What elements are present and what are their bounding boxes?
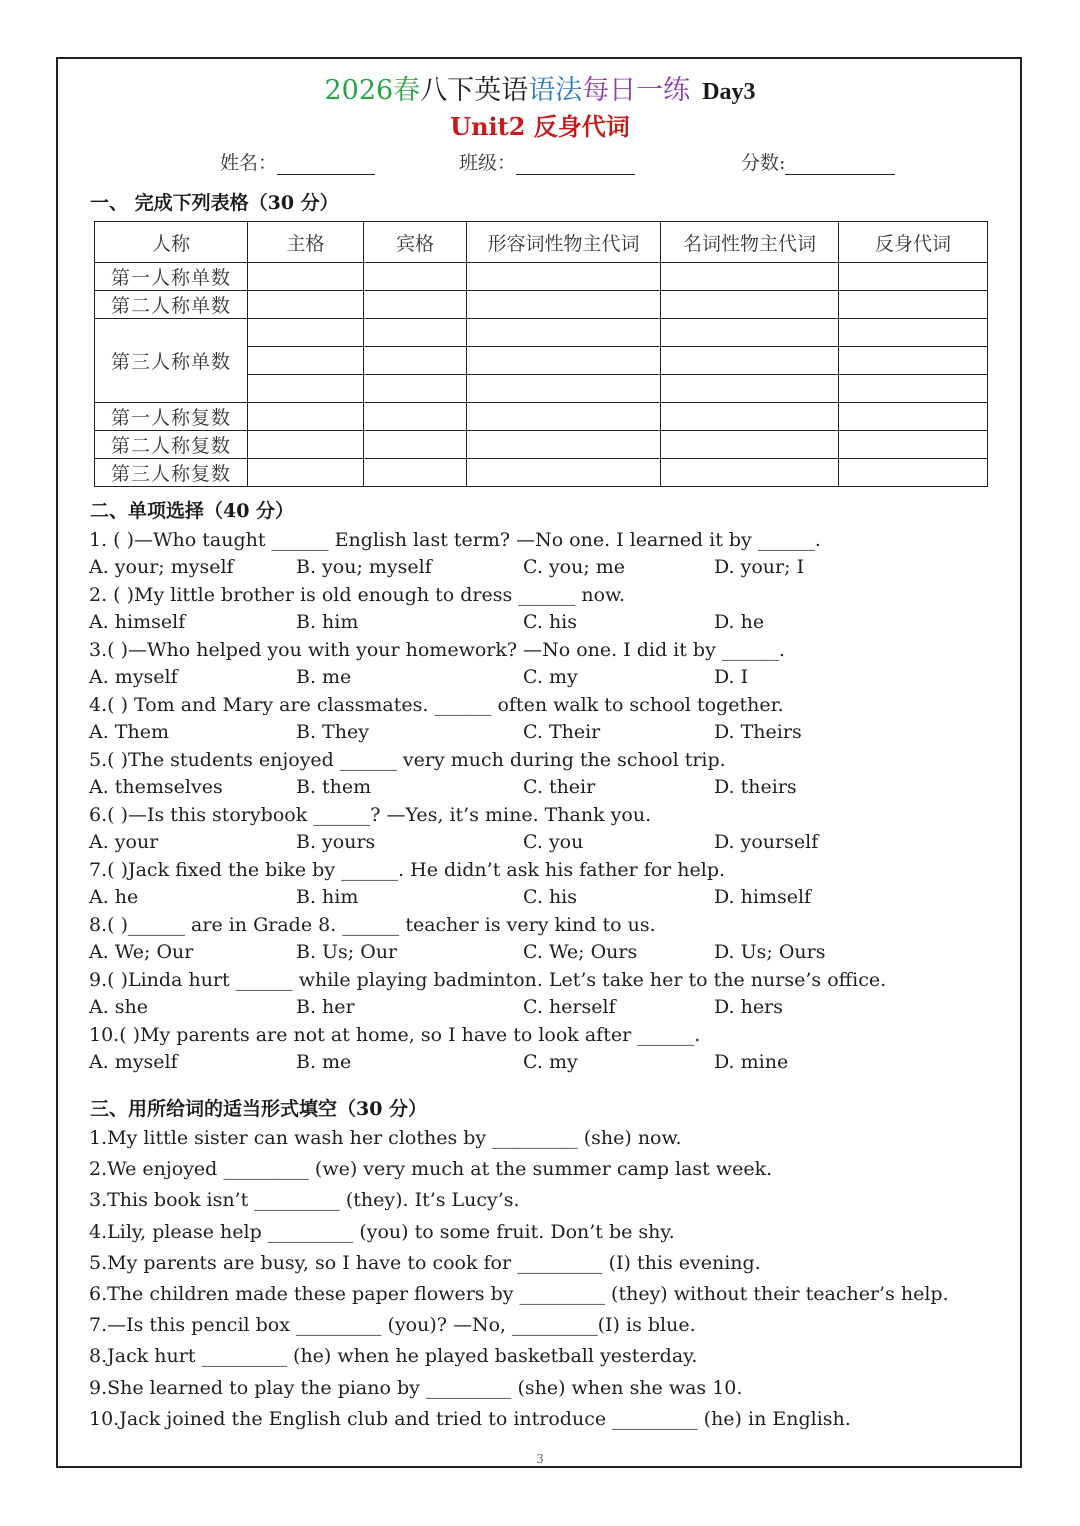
question-stem: 2. ( )My little brother is old enough to dress ______ now. xyxy=(89,584,626,606)
answer-option[interactable]: C. We; Ours xyxy=(523,941,638,963)
answer-cell[interactable] xyxy=(248,403,364,431)
column-header: 人称 xyxy=(95,222,248,263)
answer-cell[interactable] xyxy=(248,347,364,375)
row-label: 第一人称单数 xyxy=(95,263,248,291)
answer-option[interactable]: D. himself xyxy=(714,886,812,908)
answer-cell[interactable] xyxy=(839,403,988,431)
question-stem: 8.( )______ are in Grade 8. ______ teacher is very kind to us. xyxy=(89,914,656,936)
class-label: 班级： xyxy=(459,152,517,174)
row-label: 第三人称复数 xyxy=(95,459,248,487)
answer-option[interactable]: A. We; Our xyxy=(89,941,194,963)
column-header: 宾格 xyxy=(364,222,467,263)
answer-option[interactable]: D. hers xyxy=(714,996,783,1018)
title-part-grammar: 语法 xyxy=(528,75,583,106)
answer-cell[interactable] xyxy=(839,291,988,319)
answer-option[interactable]: D. yourself xyxy=(714,831,819,853)
answer-cell[interactable] xyxy=(839,347,988,375)
answer-option[interactable]: D. Us; Ours xyxy=(714,941,826,963)
title-day: Day3 xyxy=(702,79,756,105)
row-label: 第三人称单数 xyxy=(95,319,248,403)
answer-cell[interactable] xyxy=(467,431,661,459)
answer-cell[interactable] xyxy=(364,459,467,487)
answer-option[interactable]: A. themselves xyxy=(89,776,223,798)
answer-option[interactable]: A. myself xyxy=(89,666,178,688)
table-row xyxy=(95,263,988,291)
answer-cell[interactable] xyxy=(364,319,467,347)
answer-cell[interactable] xyxy=(467,459,661,487)
answer-cell[interactable] xyxy=(661,291,839,319)
score-label: 分数: xyxy=(741,152,786,174)
answer-option[interactable]: A. Them xyxy=(89,721,169,743)
answer-cell[interactable] xyxy=(467,263,661,291)
answer-cell[interactable] xyxy=(248,431,364,459)
answer-option[interactable]: C. you xyxy=(523,831,584,853)
answer-cell[interactable] xyxy=(248,291,364,319)
fill-in-item: 1.My little sister can wash her clothes by _________ (she) now. xyxy=(89,1127,682,1149)
answer-option[interactable]: B. you; myself xyxy=(296,556,432,578)
answer-option[interactable]: D. theirs xyxy=(714,776,797,798)
answer-cell[interactable] xyxy=(467,403,661,431)
answer-cell[interactable] xyxy=(467,291,661,319)
answer-option[interactable]: D. I xyxy=(714,666,749,688)
answer-cell[interactable] xyxy=(839,319,988,347)
score-blank[interactable] xyxy=(785,154,895,175)
answer-option[interactable]: B. him xyxy=(296,886,359,908)
answer-option[interactable]: B. them xyxy=(296,776,372,798)
row-label: 第二人称单数 xyxy=(95,291,248,319)
table-row xyxy=(95,291,988,319)
answer-cell[interactable] xyxy=(364,291,467,319)
answer-cell[interactable] xyxy=(467,375,661,403)
score-field[interactable] xyxy=(741,148,895,175)
answer-cell[interactable] xyxy=(839,431,988,459)
answer-option[interactable]: C. his xyxy=(523,886,578,908)
class-field[interactable] xyxy=(459,148,635,175)
answer-option[interactable]: B. him xyxy=(296,611,359,633)
fill-in-item: 2.We enjoyed _________ (we) very much at the summer camp last week. xyxy=(89,1158,773,1181)
table-row xyxy=(95,431,988,459)
answer-cell[interactable] xyxy=(248,375,364,403)
fill-in-item: 10.Jack joined the English club and tried to introduce _________ (he) in English. xyxy=(89,1407,851,1430)
answer-cell[interactable] xyxy=(364,347,467,375)
row-label: 第二人称复数 xyxy=(95,431,248,459)
answer-option[interactable]: B. me xyxy=(296,1051,352,1073)
fill-in-item: 7.—Is this pencil box _________ (you)? —No, _________(I) is blue. xyxy=(89,1314,696,1337)
table-row xyxy=(95,319,988,347)
answer-cell[interactable] xyxy=(364,431,467,459)
answer-cell[interactable] xyxy=(248,319,364,347)
worksheet-subtitle: Unit2 反身代词 xyxy=(450,112,630,141)
column-header: 形容词性物主代词 xyxy=(467,222,661,263)
answer-option[interactable]: C. my xyxy=(523,1051,578,1073)
page-number: 3 xyxy=(536,1452,544,1466)
answer-option[interactable]: A. myself xyxy=(89,1051,178,1073)
title-part-year: 2026春 xyxy=(324,75,421,106)
table-row xyxy=(95,403,988,431)
answer-cell[interactable] xyxy=(839,263,988,291)
answer-option[interactable]: C. my xyxy=(523,666,578,688)
fill-in-item: 8.Jack hurt _________ (he) when he played basketball yesterday. xyxy=(89,1345,698,1368)
answer-cell[interactable] xyxy=(467,347,661,375)
answer-option[interactable]: A. your; myself xyxy=(89,556,234,578)
column-header: 主格 xyxy=(248,222,364,263)
fill-in-item: 5.My parents are busy, so I have to cook for _________ (I) this evening. xyxy=(89,1251,761,1274)
answer-cell[interactable] xyxy=(661,319,839,347)
answer-option[interactable]: D. mine xyxy=(714,1051,789,1073)
answer-option[interactable]: C. herself xyxy=(523,996,616,1018)
column-header: 反身代词 xyxy=(839,222,988,263)
section2-heading: 二、单项选择（40 分） xyxy=(90,500,295,522)
answer-cell[interactable] xyxy=(661,459,839,487)
table-row xyxy=(95,459,988,487)
answer-option[interactable]: B. Us; Our xyxy=(296,941,398,963)
column-header: 名词性物主代词 xyxy=(661,222,839,263)
answer-option[interactable]: D. Theirs xyxy=(714,721,802,743)
answer-cell[interactable] xyxy=(364,403,467,431)
answer-option[interactable]: C. their xyxy=(523,776,596,798)
title-part-daily: 每日一练 xyxy=(582,75,691,106)
answer-cell[interactable] xyxy=(661,403,839,431)
question-stem: 7.( )Jack fixed the bike by ______. He didn’t ask his father for help. xyxy=(89,859,726,881)
title-part-grade: 八下英语 xyxy=(420,75,529,106)
table-header-row xyxy=(95,222,988,263)
fill-in-item: 4.Lily, please help _________ (you) to some fruit. Don’t be shy. xyxy=(89,1220,675,1243)
answer-option[interactable]: D. your; I xyxy=(714,556,805,578)
answer-option[interactable]: B. her xyxy=(296,996,355,1018)
answer-cell[interactable] xyxy=(364,263,467,291)
answer-cell[interactable] xyxy=(839,375,988,403)
section3-heading: 三、用所给词的适当形式填空（30 分） xyxy=(90,1098,428,1120)
answer-cell[interactable] xyxy=(364,375,467,403)
question-stem: 6.( )—Is this storybook ______? —Yes, it’s mine. Thank you. xyxy=(89,804,652,826)
answer-option[interactable]: B. They xyxy=(296,721,369,743)
section1-heading: 一、 完成下列表格（30 分） xyxy=(90,192,339,214)
answer-option[interactable]: A. your xyxy=(89,831,159,853)
answer-option[interactable]: A. she xyxy=(89,996,149,1018)
fill-in-item: 9.She learned to play the piano by _________ (she) when she was 10. xyxy=(89,1376,743,1399)
answer-cell[interactable] xyxy=(248,263,364,291)
pronoun-table xyxy=(94,221,988,487)
fill-in-item: 3.This book isn’t _________ (they). It’s Lucy’s. xyxy=(89,1189,520,1212)
answer-cell[interactable] xyxy=(661,431,839,459)
answer-cell[interactable] xyxy=(467,319,661,347)
answer-option[interactable]: B. me xyxy=(296,666,352,688)
answer-cell[interactable] xyxy=(248,459,364,487)
question-stem: 4.( ) Tom and Mary are classmates. ______ often walk to school together. xyxy=(89,694,784,716)
question-stem: 5.( )The students enjoyed ______ very much during the school trip. xyxy=(89,749,726,771)
question-stem: 3.( )—Who helped you with your homework? —No one. I did it by ______. xyxy=(89,639,785,661)
answer-option[interactable]: C. you; me xyxy=(523,556,626,578)
answer-option[interactable]: C. his xyxy=(523,611,578,633)
fill-in-item: 6.The children made these paper flowers by _________ (they) without their teacher’s help. xyxy=(89,1283,949,1305)
answer-cell[interactable] xyxy=(839,459,988,487)
answer-option[interactable]: B. yours xyxy=(296,831,376,853)
question-stem: 1. ( )—Who taught ______ English last term? —No one. I learned it by ______. xyxy=(89,529,821,551)
answer-option[interactable]: A. he xyxy=(89,886,139,908)
worksheet-title xyxy=(0,68,1080,107)
name-blank[interactable] xyxy=(277,154,375,175)
answer-option[interactable]: C. Their xyxy=(523,721,601,743)
answer-option[interactable]: D. he xyxy=(714,611,765,633)
answer-option[interactable]: A. himself xyxy=(89,611,186,633)
name-label: 姓名： xyxy=(220,152,278,174)
question-stem: 9.( )Linda hurt ______ while playing badminton. Let’s take her to the nurse’s office. xyxy=(89,969,887,991)
name-field[interactable] xyxy=(220,148,375,175)
answer-cell[interactable] xyxy=(661,375,839,403)
row-label: 第一人称复数 xyxy=(95,403,248,431)
answer-cell[interactable] xyxy=(661,263,839,291)
answer-cell[interactable] xyxy=(661,347,839,375)
question-stem: 10.( )My parents are not at home, so I have to look after ______. xyxy=(89,1024,701,1046)
class-blank[interactable] xyxy=(516,154,635,175)
